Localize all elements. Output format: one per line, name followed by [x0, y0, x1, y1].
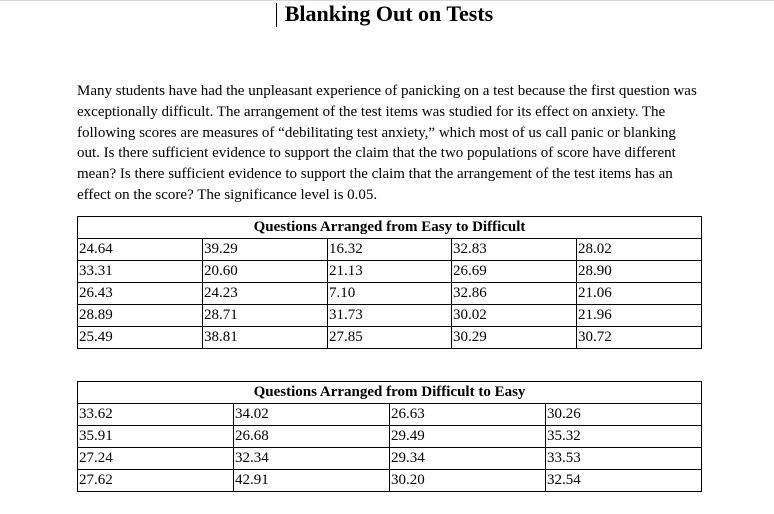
table-cell: 30.29 — [452, 327, 577, 349]
table-cell: 28.90 — [577, 261, 702, 283]
table-cell: 32.34 — [234, 448, 390, 470]
table-cell: 28.02 — [577, 239, 702, 261]
table-cell: 33.62 — [78, 404, 234, 426]
table-cell: 24.64 — [78, 239, 203, 261]
text-cursor — [276, 3, 277, 27]
table-cell: 30.26 — [546, 404, 702, 426]
table-cell: 26.63 — [390, 404, 546, 426]
table-cell: 21.96 — [577, 305, 702, 327]
intro-paragraph: Many students have had the unpleasant experience of panicking on a test because the first question was exceptionally difficult. The arrangement of the test items was studied for its effect on anxiety. The following scores are measures of “debilitating test anxiety,” which most of us call panic or blanking out. Is there sufficient evidence to support the claim that the two populations of score have different mean? Is there sufficient evidence to support the claim that the arrangement of the test items has an effect on the score? The significance level is 0.05. — [77, 83, 697, 203]
table-cell: 32.86 — [452, 283, 577, 305]
table-row — [78, 426, 702, 448]
table-difficult-to-easy — [77, 381, 702, 492]
table-row — [78, 448, 702, 470]
table-row — [78, 283, 702, 305]
table-cell: 27.24 — [78, 448, 234, 470]
table-cell: 33.31 — [78, 261, 203, 283]
table-cell: 25.49 — [78, 327, 203, 349]
table-cell: 27.62 — [78, 470, 234, 492]
table-row — [78, 305, 702, 327]
table-cell: 35.91 — [78, 426, 234, 448]
table-cell: 30.02 — [452, 305, 577, 327]
table-cell: 38.81 — [203, 327, 328, 349]
table-cell: 30.72 — [577, 327, 702, 349]
table-row — [78, 470, 702, 492]
table-cell: 24.23 — [203, 283, 328, 305]
table-cell: 21.06 — [577, 283, 702, 305]
table-easy-to-difficult — [77, 216, 702, 349]
document-title: Blanking Out on Tests — [284, 1, 494, 26]
table-cell: 42.91 — [234, 470, 390, 492]
table-cell: 32.54 — [546, 470, 702, 492]
table-cell: 26.68 — [234, 426, 390, 448]
table-caption: Questions Arranged from Difficult to Easy — [78, 382, 702, 404]
table-cell: 39.29 — [203, 239, 328, 261]
table-cell: 27.85 — [328, 327, 452, 349]
table-row — [78, 239, 702, 261]
table-cell: 20.60 — [203, 261, 328, 283]
table-row — [78, 261, 702, 283]
table-cell: 30.20 — [390, 470, 546, 492]
table-cell: 16.32 — [328, 239, 452, 261]
table-row — [78, 404, 702, 426]
table-cell: 29.49 — [390, 426, 546, 448]
table-cell: 34.02 — [234, 404, 390, 426]
table-cell: 26.69 — [452, 261, 577, 283]
table-cell: 31.73 — [328, 305, 452, 327]
table-cell: 28.71 — [203, 305, 328, 327]
table-cell: 28.89 — [78, 305, 203, 327]
table-cell: 35.32 — [546, 426, 702, 448]
table-cell: 21.13 — [328, 261, 452, 283]
table-row — [78, 327, 702, 349]
table-cell: 32.83 — [452, 239, 577, 261]
table-cell: 29.34 — [390, 448, 546, 470]
table-cell: 33.53 — [546, 448, 702, 470]
table-cell: 7.10 — [328, 283, 452, 305]
table-cell: 26.43 — [78, 283, 203, 305]
table-caption: Questions Arranged from Easy to Difficult — [78, 217, 702, 239]
